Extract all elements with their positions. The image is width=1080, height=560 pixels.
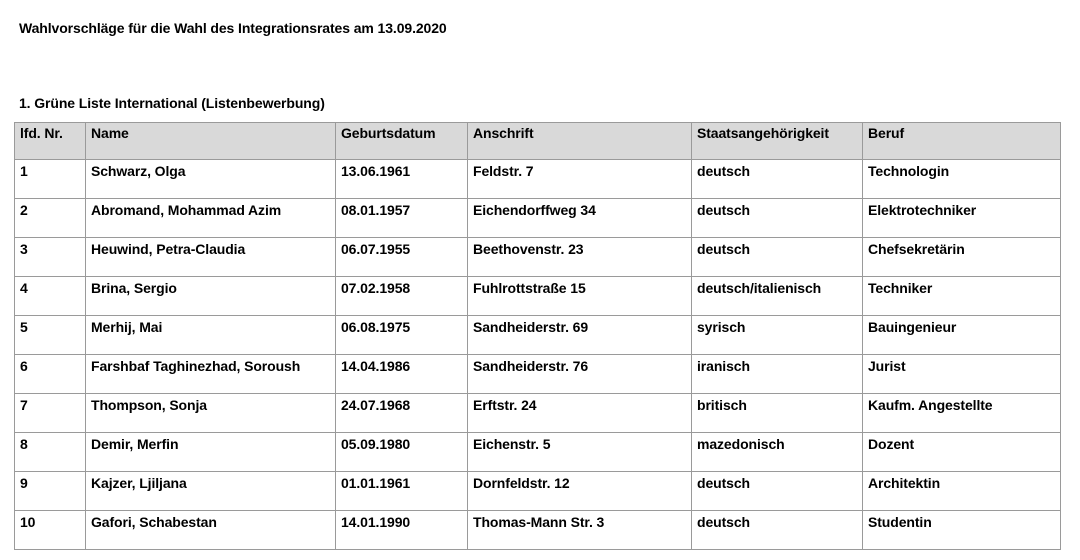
cell-job: Studentin <box>863 511 1061 550</box>
cell-nr: 1 <box>15 160 86 199</box>
cell-birth: 06.08.1975 <box>336 316 468 355</box>
cell-job: Technologin <box>863 160 1061 199</box>
cell-address: Thomas-Mann Str. 3 <box>468 511 692 550</box>
cell-address: Erftstr. 24 <box>468 394 692 433</box>
table-row <box>15 277 1061 316</box>
cell-nr: 7 <box>15 394 86 433</box>
cell-job: Kaufm. Angestellte <box>863 394 1061 433</box>
header-name: Name <box>86 123 336 160</box>
table-row <box>15 355 1061 394</box>
table-row <box>15 472 1061 511</box>
cell-birth: 06.07.1955 <box>336 238 468 277</box>
section-title: 1. Grüne Liste International (Listenbewerbung) <box>19 95 325 111</box>
cell-name: Schwarz, Olga <box>86 160 336 199</box>
cell-birth: 24.07.1968 <box>336 394 468 433</box>
cell-nr: 6 <box>15 355 86 394</box>
cell-address: Dornfeldstr. 12 <box>468 472 692 511</box>
header-birth: Geburtsdatum <box>336 123 468 160</box>
cell-birth: 01.01.1961 <box>336 472 468 511</box>
cell-job: Bauingenieur <box>863 316 1061 355</box>
cell-address: Fuhlrottstraße 15 <box>468 277 692 316</box>
cell-address: Eichendorffweg 34 <box>468 199 692 238</box>
cell-name: Heuwind, Petra-Claudia <box>86 238 336 277</box>
cell-name: Gafori, Schabestan <box>86 511 336 550</box>
header-job: Beruf <box>863 123 1061 160</box>
cell-job: Architektin <box>863 472 1061 511</box>
cell-nationality: deutsch <box>692 199 863 238</box>
cell-job: Chefsekretärin <box>863 238 1061 277</box>
cell-name: Thompson, Sonja <box>86 394 336 433</box>
cell-nr: 9 <box>15 472 86 511</box>
cell-birth: 08.01.1957 <box>336 199 468 238</box>
cell-address: Beethovenstr. 23 <box>468 238 692 277</box>
cell-nationality: mazedonisch <box>692 433 863 472</box>
header-nr: lfd. Nr. <box>15 123 86 160</box>
cell-job: Jurist <box>863 355 1061 394</box>
cell-job: Dozent <box>863 433 1061 472</box>
cell-birth: 07.02.1958 <box>336 277 468 316</box>
cell-nr: 5 <box>15 316 86 355</box>
cell-nr: 2 <box>15 199 86 238</box>
cell-nationality: syrisch <box>692 316 863 355</box>
cell-job: Elektrotechniker <box>863 199 1061 238</box>
cell-nationality: deutsch/italienisch <box>692 277 863 316</box>
header-nationality: Staatsangehörigkeit <box>692 123 863 160</box>
cell-name: Merhij, Mai <box>86 316 336 355</box>
cell-nationality: deutsch <box>692 511 863 550</box>
table-row <box>15 160 1061 199</box>
table-row <box>15 433 1061 472</box>
table-row <box>15 316 1061 355</box>
table-row <box>15 394 1061 433</box>
cell-birth: 05.09.1980 <box>336 433 468 472</box>
cell-address: Feldstr. 7 <box>468 160 692 199</box>
cell-nr: 10 <box>15 511 86 550</box>
cell-job: Techniker <box>863 277 1061 316</box>
candidates-table <box>14 122 1061 550</box>
cell-name: Demir, Merfin <box>86 433 336 472</box>
cell-name: Brina, Sergio <box>86 277 336 316</box>
cell-birth: 13.06.1961 <box>336 160 468 199</box>
header-address: Anschrift <box>468 123 692 160</box>
cell-nationality: iranisch <box>692 355 863 394</box>
cell-nationality: deutsch <box>692 160 863 199</box>
cell-address: Sandheiderstr. 76 <box>468 355 692 394</box>
cell-nationality: deutsch <box>692 238 863 277</box>
cell-name: Farshbaf Taghinezhad, Soroush <box>86 355 336 394</box>
table-header-row <box>15 123 1061 160</box>
cell-birth: 14.01.1990 <box>336 511 468 550</box>
cell-name: Kajzer, Ljiljana <box>86 472 336 511</box>
cell-name: Abromand, Mohammad Azim <box>86 199 336 238</box>
table-row <box>15 511 1061 550</box>
table-row <box>15 238 1061 277</box>
table-row <box>15 199 1061 238</box>
cell-birth: 14.04.1986 <box>336 355 468 394</box>
cell-nationality: britisch <box>692 394 863 433</box>
cell-address: Sandheiderstr. 69 <box>468 316 692 355</box>
cell-nr: 3 <box>15 238 86 277</box>
cell-nr: 4 <box>15 277 86 316</box>
cell-nr: 8 <box>15 433 86 472</box>
cell-nationality: deutsch <box>692 472 863 511</box>
cell-address: Eichenstr. 5 <box>468 433 692 472</box>
document-title: Wahlvorschläge für die Wahl des Integrationsrates am 13.09.2020 <box>19 20 447 36</box>
